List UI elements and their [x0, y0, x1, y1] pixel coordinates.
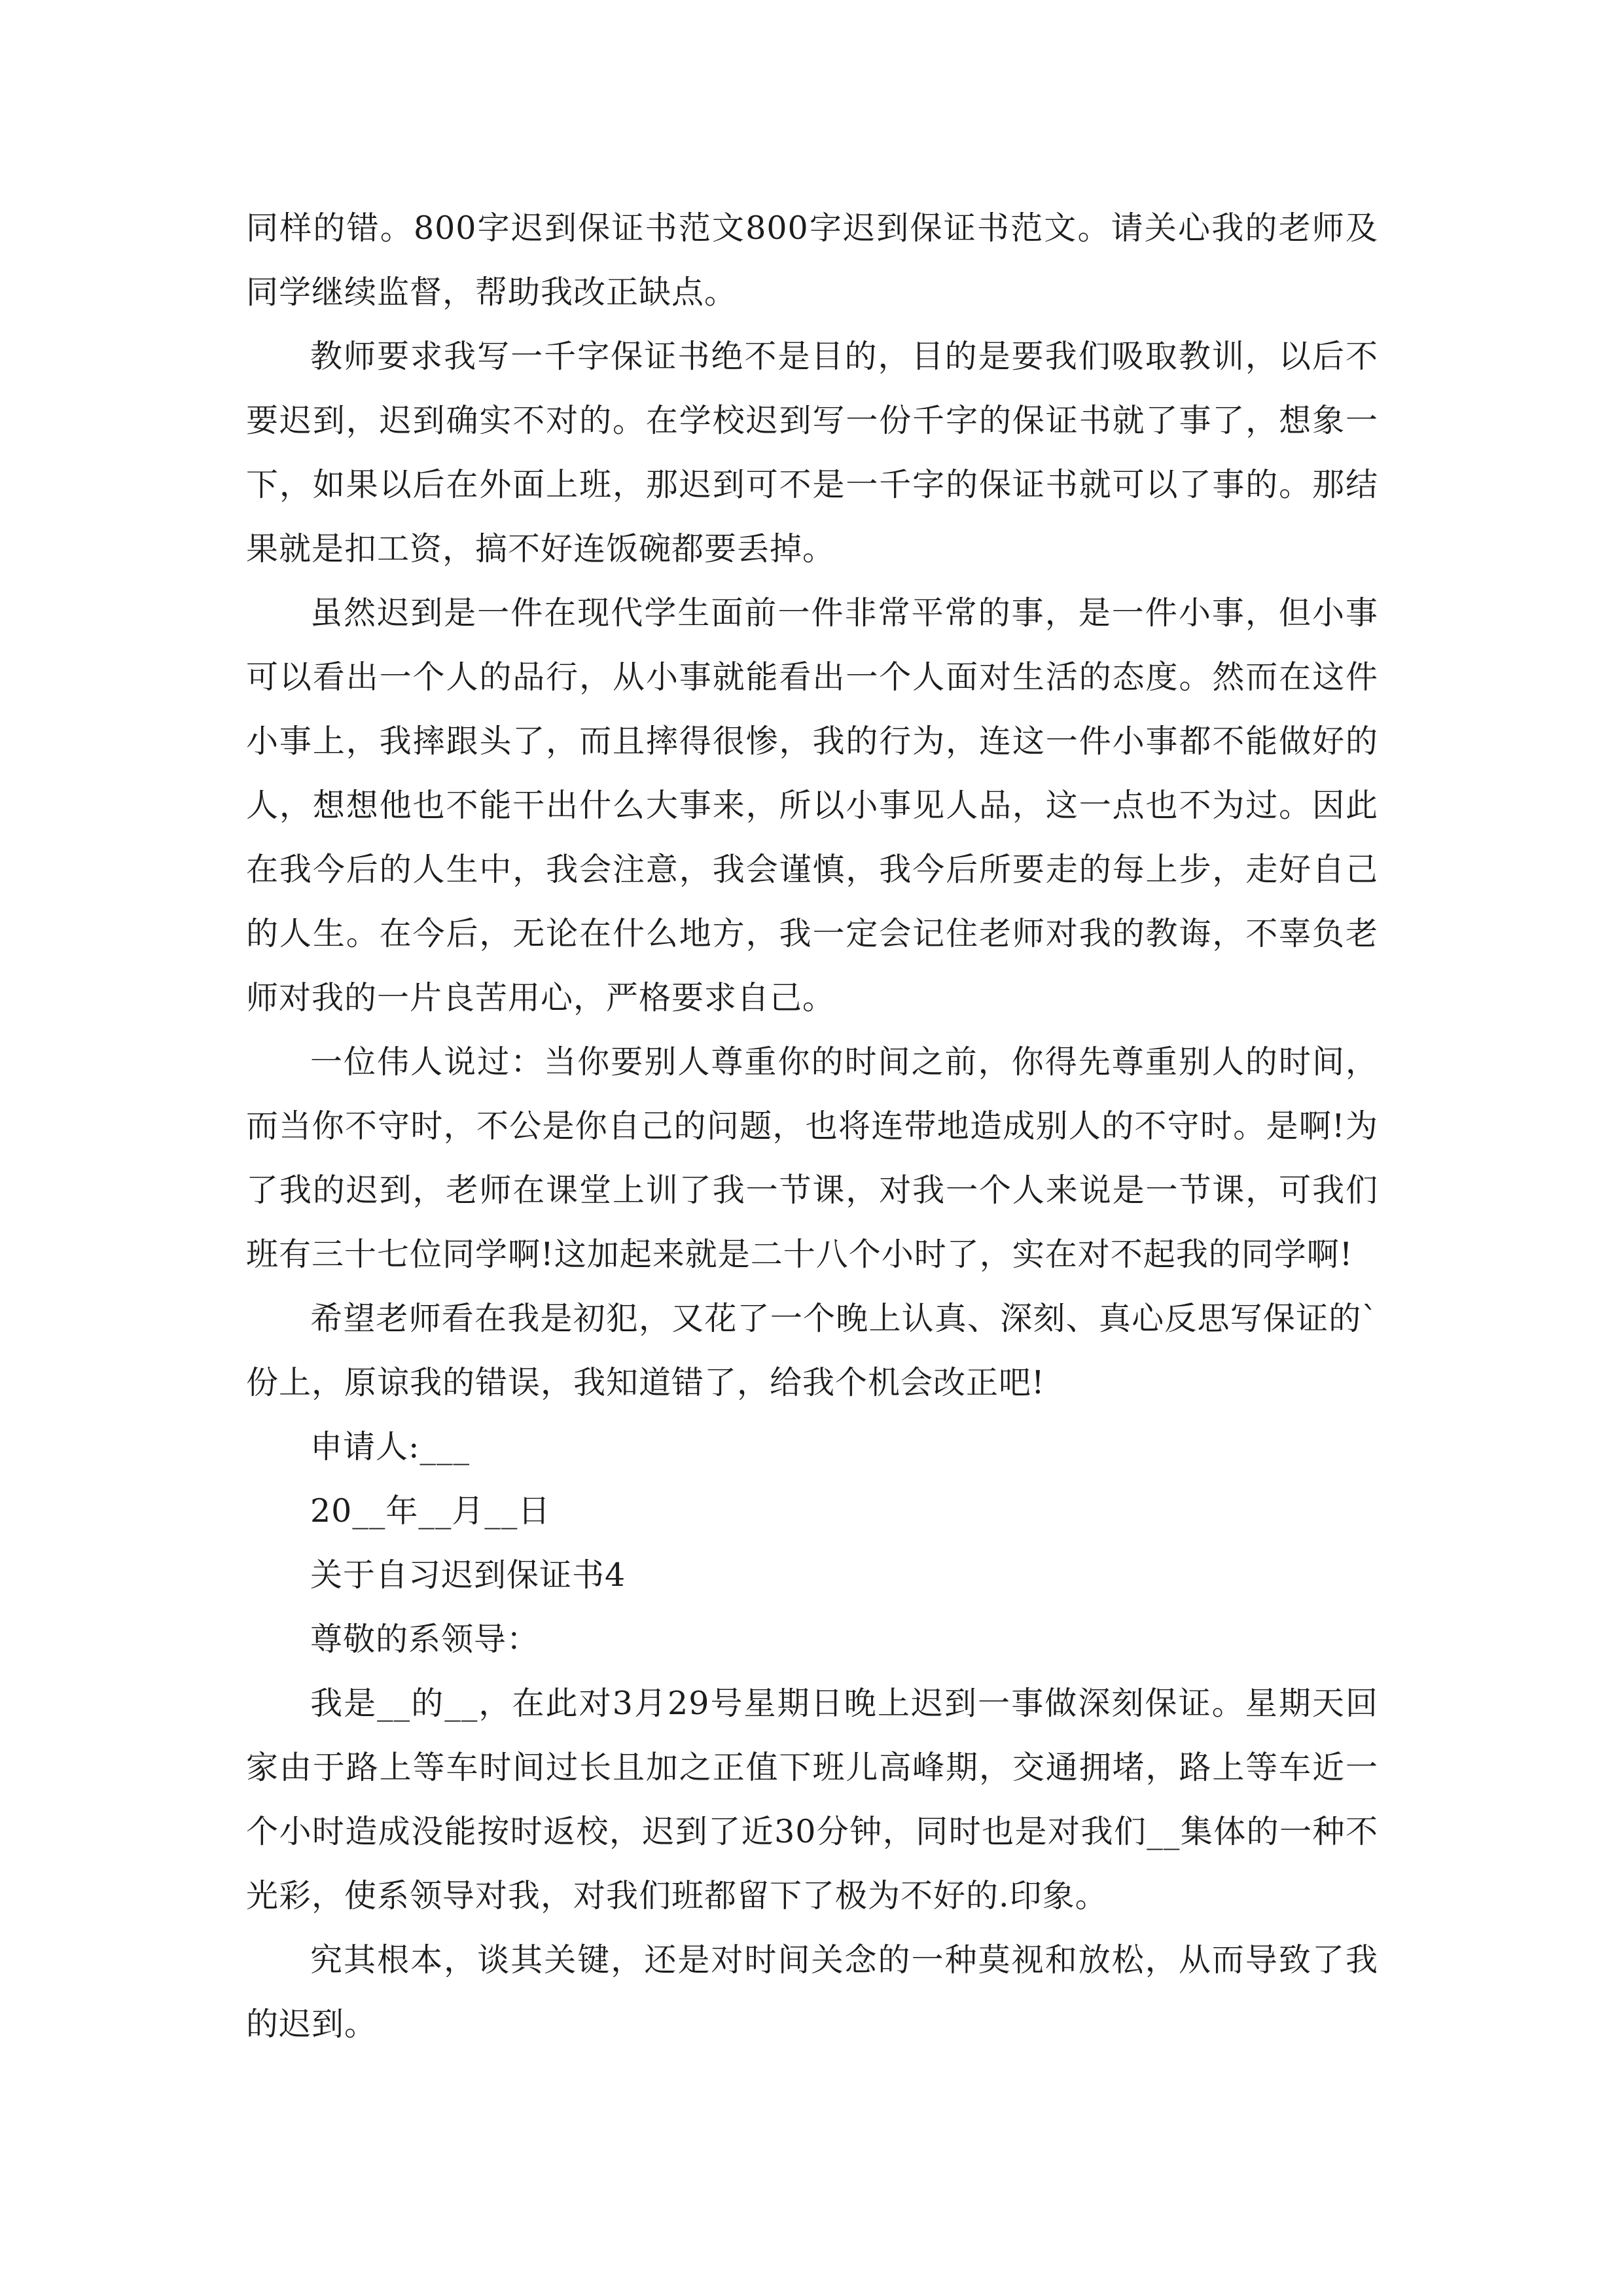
document-body — [246, 196, 1378, 2056]
date-line: 20__年__月__日 — [310, 1492, 551, 1530]
paragraph-1: 同样的错。800字迟到保证书范文800字迟到保证书范文。请关心我的老师及同学继续监督，帮助我改正缺点。 — [246, 209, 1378, 311]
paragraph-3: 虽然迟到是一件在现代学生面前一件非常平常的事，是一件小事，但小事可以看出一个人的品行，从小事就能看出一个人面对生活的态度。然而在这件小事上，我摔跟头了，而且摔得很惨，我的行为，连这一件小事都不能做好的人，想想他也不能干出什么大事来，所以小事见人品，这一点也不为过。因此在我今后的人生中，我会注意，我会谨慎，我今后所要走的每上步，走好自己的人生。在今后，无论在什么地方，我一定会记住老师对我的教诲，不辜负老师对我的一片良苦用心，严格要求自己。 — [246, 594, 1378, 1016]
applicant-line: 申请人:___ — [310, 1428, 471, 1465]
salutation: 尊敬的系领导： — [310, 1621, 540, 1658]
paragraph-2: 教师要求我写一千字保证书绝不是目的，目的是要我们吸取教训，以后不要迟到，迟到确实不对的。在学校迟到写一份千字的保证书就了事了，想象一下，如果以后在外面上班，那迟到可不是一千字的保证书就可以了事的。那结果就是扣工资，搞不好连饭碗都要丢掉。 — [246, 338, 1378, 567]
paragraph-7: 究其根本，谈其关键，还是对时间关念的一种莫视和放松，从而导致了我的迟到。 — [246, 1941, 1378, 2043]
paragraph-6: 我是__的__，在此对3月29号星期日晚上迟到一事做深刻保证。星期天回家由于路上等车时间过长且加之正值下班儿高峰期，交通拥堵，路上等车近一个小时造成没能按时返校，迟到了近30分钟，同时也是对我们__集体的一种不光彩，使系领导对我，对我们班都留下了极为不好的.印象。 — [246, 1685, 1378, 1914]
section-title: 关于自习迟到保证书4 — [310, 1556, 626, 1594]
paragraph-4: 一位伟人说过：当你要别人尊重你的时间之前，你得先尊重别人的时间，而当你不守时，不公是你自己的问题，也将连带地造成别人的不守时。是啊!为了我的迟到，老师在课堂上训了我一节课，对我一个人来说是一节课，可我们班有三十七位同学啊!这加起来就是二十八个小时了，实在对不起我的同学啊! — [246, 1043, 1378, 1273]
paragraph-5: 希望老师看在我是初犯，又花了一个晚上认真、深刻、真心反思写保证的`份上，原谅我的错误，我知道错了，给我个机会改正吧! — [246, 1300, 1378, 1401]
